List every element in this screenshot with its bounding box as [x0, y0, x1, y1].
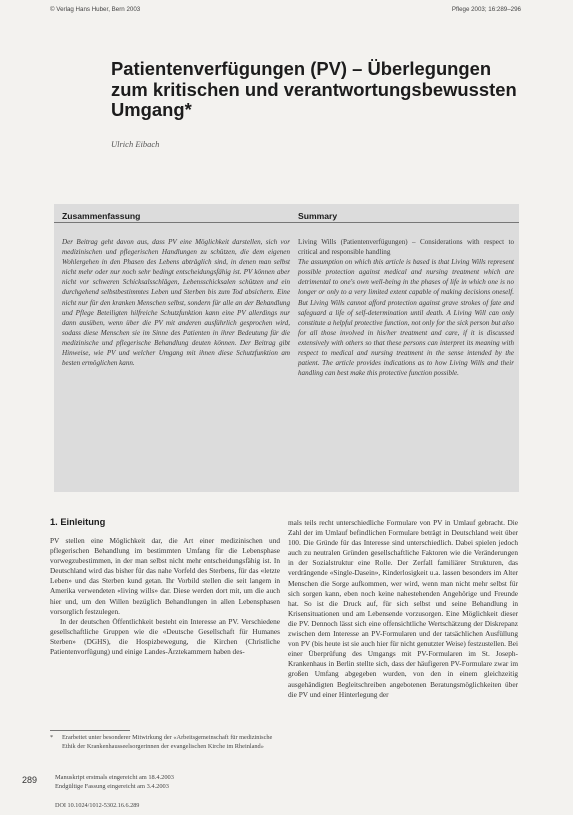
journal-copyright: © Verlag Hans Huber, Bern 2003 — [50, 6, 141, 13]
body-column-right — [288, 518, 518, 700]
manuscript-dates — [55, 774, 285, 791]
abstract-english — [298, 237, 514, 378]
section-heading-einleitung: 1. Einleitung — [50, 517, 106, 527]
received-first: Manuskript erstmals eingereicht am 18.4.2003 — [55, 774, 174, 781]
received-final: Endgültige Fassung eingereicht am 3.4.2003 — [55, 782, 169, 790]
footnote-text: Erarbeitet unter besonderer Mitwirkung der «Arbeitsgemeinschaft für medizinische Ethik der Krankenhausseelsorgerinnen der evangelischen Kirche im Rheinland» — [62, 734, 273, 750]
zusammenfassung-heading: Zusammenfassung — [62, 211, 141, 221]
paragraph: mals teils recht unterschiedliche Formulare von PV in Umlauf gebracht. Die Zahl der im Umlauf befindlichen Formulare beträgt in Deutschland weit über 100. Die Gründe für das Interesse sind unterschiedlich. Dabei spielen jedoch auch zu neutralen Gründen gesellschaftliche Faktoren wie die Veränderungen in der Sozialstruktur eine Rolle. Der Zerfall familiärer Strukturen, das verdrängende «Single-Dasein», Kinderlosigkeit u.a. lassen besonders im Alter Menschen die Sorge aufkommen, wer wird, wenn man nicht mehr selbst für sich sorgen kann, eben noch keine nahestehenden Angehörige und Freunde hat. So ist die Druck auf, für sich selbst und seine Behandlung in Krisensituationen und am Lebensende vorzusorgen. Eine Möglichkeit dieser die PV. Dennoch lässt sich eine offensichtliche Wertschätzung der Diskrepanz zwischen dem Interesse an PV-Formularen und der tatsächlichen Ausfüllung von PV (bis heute ist sie auch hier für nicht genutzter Weise) festzustellen. Bei einer Überprüfung des Umgangs mit PV-Formularen im St. Joseph-Krankenhaus in Berlin stellte sich, dass der häufigeren PV-Formulare zwar im großen Umfang abgegeben wurden, von den in einem gleichzeitig ausgehändigten Begleitschreiben angebotenen Beratungsmöglichkeiten über die PV und einer Hinterlegung der — [288, 518, 518, 699]
author: Ulrich Eibach — [111, 139, 160, 149]
paragraph: PV stellen eine Möglichkeit dar, die Art einer medizinischen und pflegerischen Behandlung im bestimmten Umfang für die Lebensphase vorwegzubestimmen, in der man selbst nicht mehr entscheidungsfähig ist. In Deutschland wird das bisher für das nahe Vorfeld des Sterbens, für das «letzte Leben» und das Sterben kund getan. Ihr Vorbild stellen die seit langem in Amerika verwendeten «living wills» dar. Diese werden dort mit, um die auch hier und, um den Willen bezüglich Behandlungen in allen Lebensphasen vorsorglich festzulegen. — [50, 536, 280, 616]
doi: DOI 10.1024/1012-5302.16.6.289 — [55, 802, 140, 809]
journal-citation: Pflege 2003; 16:289–296 — [451, 6, 521, 13]
article-title: Patientenverfügungen (PV) – Überlegungen zum kritischen und verantwortungsbewussten Umgang* — [111, 58, 517, 120]
abstract-english-text: The assumption on which this article is based is that Living Wills represent possible protection against medical and nursing treatment which are detrimental to one's own well-being in the phases of life in which one is no longer or only to a very limited extent capable of making decisions oneself. But Living Wills cannot afford protection against grave strokes of fate and safeguard a life of self-determination until death. A Living Will can only constitute a helpful protective function, not only for the sick person but also for all those involved in his/her treatment and care, if it is discussed extensively with others so that these persons can interpret its meaning with respect to medical and nursing treatment in the sense intended by the patient. The article provides indications as to how Living Wills and their handling can best make this protective function possible. — [298, 258, 514, 378]
footnote — [50, 734, 280, 751]
summary-box-rule — [54, 222, 519, 223]
footnote-mark: * — [50, 734, 54, 741]
summary-heading: Summary — [298, 211, 338, 221]
body-column-left — [50, 536, 280, 657]
page-number: 289 — [22, 775, 38, 785]
footnote-rule — [50, 730, 130, 731]
abstract-english-title: Living Wills (Patientenverfügungen) – Considerations with respect to critical and responsible handling — [298, 238, 514, 257]
paragraph: In der deutschen Öffentlichkeit besteht ein Interesse an PV. Verschiedene gesellschaftliche Gruppen wie die «Deutsche Gesellschaft für Humanes Sterben» (DGHS), die Hospizbewegung, die Kirchen (Christliche Patientenvorfügung) und einige Landes-Ärztekammern haben des- — [50, 616, 280, 657]
abstract-german: Der Beitrag geht davon aus, dass PV eine Möglichkeit darstellen, sich vor medizinischen und pflegerischen Handlungen zu schützen, die dem eigenen Wohlergehen in den Phasen des Lebens abträglich sind, in denen man selbst nicht mehr oder nur noch sehr bedingt entscheidungsfähig ist. PV können aber nicht vor schweren Schicksalsschlägen, Lebensschicksalen schützen und ein durchgehend selbstbestimmtes Leben und Sterben bis zum Tod absichern. Eine nicht nur für den kranken Menschen selbst, sondern für alle an der Behandlung und Pflege Beteiligten hilfreiche Schutzfunktion kann eine PV allerdings nur dann ausüben, wenn über die PV mit anderen ausführlich gesprochen wird, sodass diese Menschen sie im Sinne des Patienten in ihrer Bedeutung für die medizinische und pflegerische Behandlung deuten können. Der Beitrag gibt Hinweise, wie PV und welcher Umgang mit ihnen diese Schutzfunktion am besten ermöglichen kann. — [62, 238, 290, 368]
